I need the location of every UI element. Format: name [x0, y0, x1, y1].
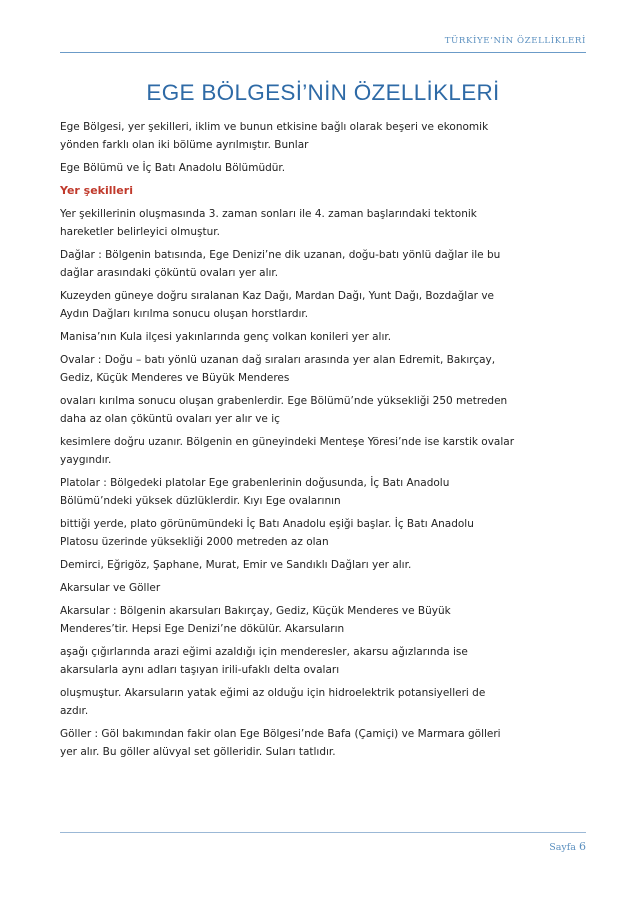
paragraph-daglar: Dağlar : Bölgenin batısında, Ege Denizi’ne dik uzanan, doğu-batı yönlü dağlar ile bu dağlar arasındaki çöküntü ovaları yer alır.	[60, 249, 501, 279]
paragraph-esik: bittiği yerde, plato görünümündeki İç Batı Anadolu eşiği başlar. İç Batı Anadolu Platosu üzerinde yüksekliği 2000 metreden az olan	[60, 518, 474, 548]
paragraph-tectonic: Yer şekillerinin oluşmasında 3. zaman sonları ile 4. zaman başlarındaki tektonik hareketler belirleyici olmuştur.	[60, 208, 477, 238]
paragraph-akarsular: Akarsular : Bölgenin akarsuları Bakırçay, Gediz, Küçük Menderes ve Büyük Menderes’tir. Hepsi Ege Denizi’ne dökülür. Akarsuların	[60, 605, 451, 635]
page-title: EGE BÖLGESİ’NİN ÖZELLİKLERİ	[146, 80, 500, 105]
paragraph-sections: Ege Bölümü ve İç Batı Anadolu Bölümüdür.	[60, 162, 286, 174]
paragraph-intro: Ege Bölgesi, yer şekilleri, iklim ve bunun etkisine bağlı olarak beşeri ve ekonomik yönden farklı olan iki bölüme ayrılmıştır. Bunlar	[60, 121, 489, 151]
paragraph-grabenler: ovaları kırılma sonucu oluşan grabenlerdir. Ege Bölümü’nde yüksekliği 250 metreden daha az olan çöküntü ovaları yer alır ve iç	[60, 395, 508, 425]
paragraph-karstik: kesimlere doğru uzanır. Bölgenin en güneyindeki Menteşe Yöresi’nde ise karstik ovalar yaygındır.	[60, 436, 515, 466]
paragraph-platolar: Platolar : Bölgedeki platolar Ege grabenlerinin doğusunda, İç Batı Anadolu Bölümü’ndeki yüksek düzlüklerdir. Kıyı Ege ovalarının	[60, 477, 450, 507]
page-number	[549, 840, 586, 853]
document-body	[60, 118, 586, 766]
paragraph-goller: Göller : Göl bakımından fakir olan Ege Bölgesi’nde Bafa (Çamiçi) ve Marmara gölleri yer alır. Bu göller alüvyal set gölleridir. Suları tatlıdır.	[60, 728, 501, 758]
page-label: Sayfa	[549, 842, 576, 853]
paragraph-daglar-listesi: Demirci, Eğrigöz, Şaphane, Murat, Emir ve Sandıklı Dağları yer alır.	[60, 559, 412, 571]
running-header: TÜRKİYE’NİN ÖZELLİKLERİ	[444, 36, 586, 46]
paragraph-horstlar: Kuzeyden güneye doğru sıralanan Kaz Dağı, Mardan Dağı, Yunt Dağı, Bozdağlar ve Aydın Dağları kırılma sonucu oluşan horstlardır.	[60, 290, 494, 320]
header-divider	[60, 52, 586, 53]
paragraph-hidroelektrik: oluşmuştur. Akarsuların yatak eğimi az olduğu için hidroelektrik potansiyelleri de azdır.	[60, 687, 486, 717]
page-number-value: 6	[579, 840, 586, 853]
paragraph-menderesler: aşağı çığırlarında arazi eğimi azaldığı için menderesler, akarsu ağızlarında ise akarsularla aynı adları taşıyan irili-ufaklı delta ovaları	[60, 646, 468, 676]
footer-divider	[60, 832, 586, 833]
paragraph-akarsular-goller-heading: Akarsular ve Göller	[60, 582, 161, 594]
section-heading-yer-sekilleri: Yer şekilleri	[60, 184, 133, 197]
paragraph-ovalar: Ovalar : Doğu – batı yönlü uzanan dağ sıraları arasında yer alan Edremit, Bakırçay, Gediz, Küçük Menderes ve Büyük Menderes	[60, 354, 496, 384]
paragraph-kula: Manisa’nın Kula ilçesi yakınlarında genç volkan konileri yer alır.	[60, 331, 392, 343]
